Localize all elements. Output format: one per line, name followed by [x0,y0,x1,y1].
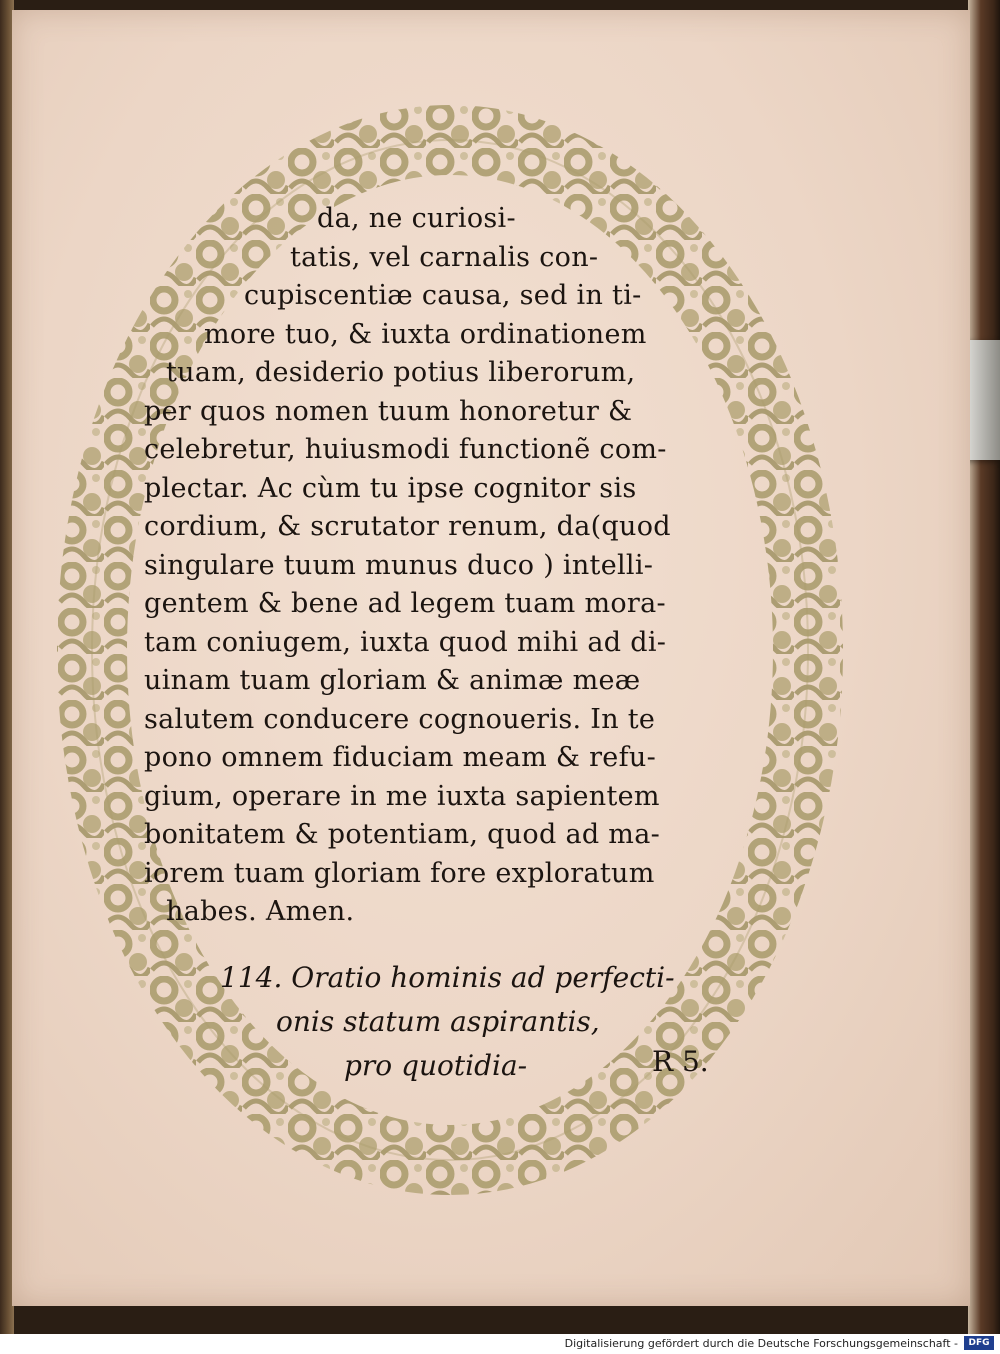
text-line: more tuo, & iuxta ordinationem [204,318,647,350]
text-line: habes. Amen. [166,896,355,927]
text-line: iorem tuam gloriam fore exploratum [144,857,655,889]
heading-line: 114. Oratio hominis ad perfecti- [220,961,675,994]
prayer-text [142,200,762,932]
text-line: tam coniugem, iuxta quod mihi ad di- [144,626,667,658]
text-line: cordium, & scrutator renum, da(quod [144,511,671,542]
book-cover-edge [968,0,1000,1334]
text-line: gium, operare in me iuxta sapientem [144,780,660,812]
text-line: plectar. Ac cùm tu ipse cognitor sis [144,472,637,504]
text-line: pono omnem fiduciam meam & refu- [144,742,656,773]
text-line: tuam, desiderio potius liberorum, [166,357,636,388]
text-line: per quos nomen tuum honoretur & [144,395,633,427]
text-line: cupiscentiæ causa, sed in ti- [244,280,642,311]
text-line: gentem & bene ad legem tuam mora- [144,588,666,619]
text-line: salutem conducere cognoueris. In te [144,703,656,735]
text-line: uinam tuam gloriam & animæ meæ [144,665,641,696]
signature-mark: R 5. [652,1045,709,1078]
heading-line: pro quotidia- [344,1049,528,1082]
footer-bar [0,1334,1000,1354]
heading-line: onis statum aspirantis, [276,1005,600,1038]
text-line: singulare tuum munus duco ) intelli- [144,549,654,581]
text-line: bonitatem & potentiam, quod ad ma- [144,819,661,850]
text-line: tatis, vel carnalis con- [290,241,599,273]
book-page [12,10,970,1306]
dfg-logo: DFG [964,1336,994,1350]
text-line: da, ne curiosi- [317,203,516,234]
funding-credit: Digitalisierung gefördert durch die Deutsche Forschungsgemeinschaft - [564,1337,958,1350]
text-line: celebretur, huiusmodi functionẽ com- [144,434,667,465]
